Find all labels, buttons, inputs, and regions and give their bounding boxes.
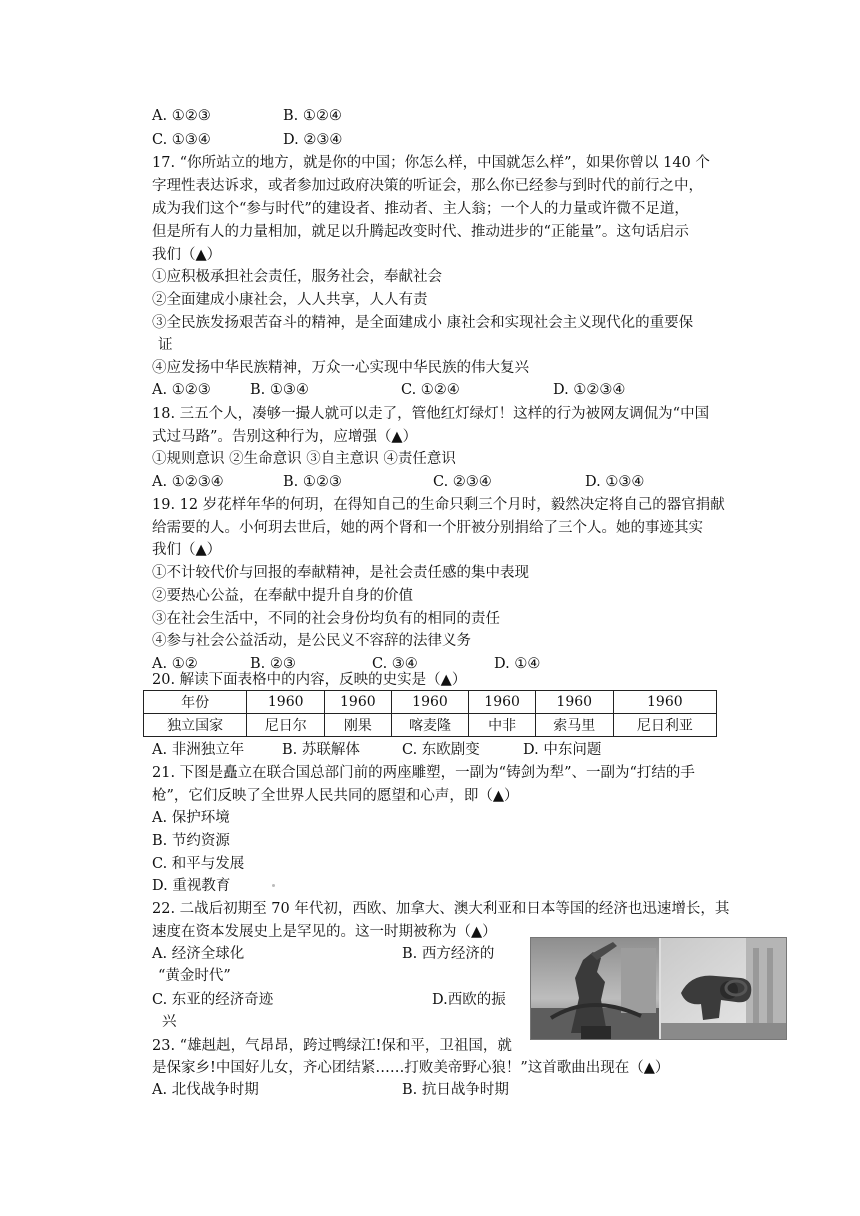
- q22-option-a: A. 经济全球化: [152, 946, 245, 962]
- q18-option-b: B. ①②③: [283, 474, 342, 490]
- q19-stem-line: 19. 12 岁花样年华的何玥，在得知自己的生命只剩三个月时，毅然决定将自己的器官捐献: [152, 497, 725, 513]
- q18-stem-line: 18. 三五个人，凑够一撮人就可以走了，管他红灯绿灯！这样的行为被网友调侃为“中国: [152, 406, 710, 422]
- table-cell: 1960: [613, 691, 716, 714]
- q16-option-a: A. ①②③: [152, 108, 211, 124]
- q17-stem-line: 我们（▲）: [152, 247, 222, 263]
- q19-option-a: A. ①②: [152, 656, 198, 672]
- q17-item-3-cont: 证: [158, 337, 173, 353]
- q19-option-d: D. ①④: [494, 656, 541, 672]
- q20-option-d: D. 中东问题: [523, 742, 602, 758]
- q18-stem-line: 式过马路”。告别这种行为，应增强（▲）: [152, 429, 418, 445]
- q17-item-1: ①应积极承担社会责任，服务社会，奉献社会: [152, 269, 442, 285]
- table-cell: 1960: [325, 691, 391, 714]
- q20-stem: 20. 解读下面表格中的内容，反映的史实是（▲）: [152, 672, 467, 688]
- table-cell: 1960: [469, 691, 535, 714]
- q22-option-b: B. 西方经济的: [402, 946, 495, 962]
- q16-option-d: D. ②③④: [283, 132, 343, 148]
- q18-option-c: C. ②③④: [433, 474, 492, 490]
- q22-stem-line: 22. 二战后初期至 70 年代初，西欧、加拿大、澳大利亚和日本等国的经济也迅速增长，其: [152, 901, 730, 917]
- q17-option-d: D. ①②③④: [553, 382, 626, 398]
- q23-stem-line: 23. “雄赳赳，气昂昂，跨过鸭绿江!保和平，卫祖国，就: [152, 1038, 512, 1054]
- q19-stem-line: 给需要的人。小何玥去世后，她的两个肾和一个肝被分别捐给了三个人。她的事迹其实: [152, 520, 703, 536]
- q19-item-1: ①不计较代价与回报的奉献精神，是社会责任感的集中表现: [152, 565, 529, 581]
- sculpture-photos-image: [531, 938, 786, 1039]
- table-cell: 1960: [535, 691, 613, 714]
- q21-option-c: C. 和平与发展: [152, 856, 245, 872]
- table-cell: 中非: [469, 714, 535, 737]
- q23-stem-line: 是保家乡!中国好儿女，齐心团结紧……打败美帝野心狼！”这首歌曲出现在（▲）: [152, 1060, 670, 1076]
- q16-option-b: B. ①②④: [283, 108, 342, 124]
- q23-option-a: A. 北伐战争时期: [152, 1082, 259, 1098]
- table-cell: 1960: [391, 691, 469, 714]
- q20-option-a: A. 非洲独立年: [152, 742, 245, 758]
- table-cell: 尼日尔: [247, 714, 325, 737]
- q21-option-a: A. 保护环境: [152, 810, 230, 826]
- q17-option-c: C. ①②④: [401, 382, 460, 398]
- q18-items: ①规则意识 ②生命意识 ③自主意识 ④责任意识: [152, 451, 456, 467]
- q17-stem-line: 字理性表达诉求，或者参加过政府决策的听证会，那么你已经参与到时代的前行之中，: [152, 178, 703, 194]
- q22-option-b-cont: “黄金时代”: [158, 968, 231, 984]
- q16-option-c: C. ①③④: [152, 132, 211, 148]
- sculpture-photos: [530, 937, 787, 1040]
- q21-stem-line: 枪”，它们反映了全世界人民共同的愿望和心声，即（▲）: [152, 788, 519, 804]
- q20-history-table: [143, 690, 717, 737]
- q17-item-4: ④应发扬中华民族精神，万众一心实现中华民族的伟大复兴: [152, 360, 529, 376]
- q17-stem-line: 成为我们这个“参与时代”的建设者、推动者、主人翁；一个人的力量或许微不足道，: [152, 201, 689, 217]
- q22-option-c: C. 东亚的经济奇迹: [152, 992, 274, 1008]
- q17-stem-line: 17. “你所站立的地方，就是你的中国；你怎么样，中国就怎么样”，如果你曾以 140 个: [152, 155, 710, 171]
- q17-item-2: ②全面建成小康社会，人人共享，人人有责: [152, 292, 428, 308]
- q19-item-3: ③在社会生活中，不同的社会身份均负有的相同的责任: [152, 611, 500, 627]
- table-row: [144, 714, 717, 737]
- q17-stem-line: 但是所有人的力量相加，就足以升腾起改变时代、推动进步的“正能量”。这句话启示: [152, 224, 689, 240]
- q18-option-a: A. ①②③④: [152, 474, 224, 490]
- table-cell: 年份: [144, 691, 247, 714]
- table-cell: 索马里: [535, 714, 613, 737]
- q22-option-d-cont: 兴: [162, 1014, 177, 1030]
- table-cell: 尼日利亚: [613, 714, 716, 737]
- q22-option-d: D.西欧的振: [432, 992, 506, 1008]
- q21-option-d: D. 重视教育: [152, 878, 231, 894]
- q19-stem-line: 我们（▲）: [152, 542, 222, 558]
- table-cell: 1960: [247, 691, 325, 714]
- q18-option-d: D. ①③④: [585, 474, 645, 490]
- q19-option-b: B. ②③: [250, 656, 296, 672]
- table-cell: 独立国家: [144, 714, 247, 737]
- stray-mark: [272, 884, 275, 887]
- table-cell: 喀麦隆: [391, 714, 469, 737]
- q17-option-b: B. ①③④: [250, 382, 309, 398]
- q21-option-b: B. 节约资源: [152, 833, 230, 849]
- q19-item-2: ②要热心公益，在奉献中提升自身的价值: [152, 588, 413, 604]
- q23-option-b: B. 抗日战争时期: [402, 1082, 509, 1098]
- q17-option-a: A. ①②③: [152, 382, 211, 398]
- q20-option-c: C. 东欧剧变: [402, 742, 480, 758]
- q22-stem-line: 速度在资本发展史上是罕见的。这一时期被称为（▲）: [152, 924, 497, 940]
- q19-option-c: C. ③④: [372, 656, 418, 672]
- q20-option-b: B. 苏联解体: [282, 742, 360, 758]
- q21-stem-line: 21. 下图是矗立在联合国总部门前的两座雕塑，一副为“铸剑为犁”、一副为“打结的手: [152, 765, 695, 781]
- q17-item-3: ③全民族发扬艰苦奋斗的精神，是全面建成小 康社会和实现社会主义现代化的重要保: [152, 315, 694, 331]
- q19-item-4: ④参与社会公益活动，是公民义不容辞的法律义务: [152, 633, 471, 649]
- table-row: [144, 691, 717, 714]
- table-cell: 刚果: [325, 714, 391, 737]
